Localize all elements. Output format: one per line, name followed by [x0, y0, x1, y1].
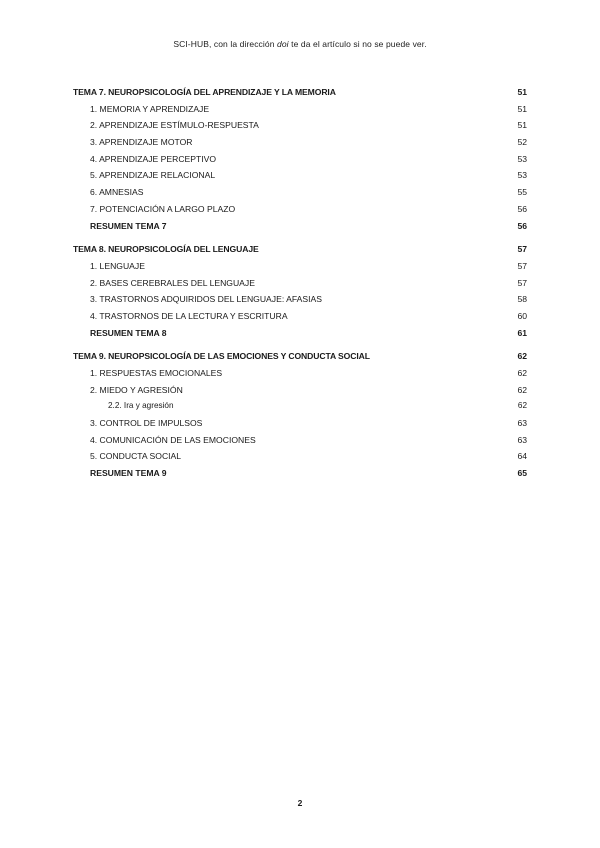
toc-entry-page: 60: [517, 310, 527, 321]
toc-entry-page: 51: [517, 103, 527, 114]
toc-entry[interactable]: [73, 432, 527, 449]
toc-entry-page: 63: [517, 418, 527, 429]
toc-entry-title: 1. MEMORIA Y APRENDIZAJE: [90, 103, 210, 114]
toc-summary-entry[interactable]: [73, 218, 527, 235]
toc-entry-title: 3. TRASTORNOS ADQUIRIDOS DEL LENGUAJE: AFASIAS: [90, 294, 322, 305]
toc-entry[interactable]: [73, 151, 527, 168]
toc-entry-title: RESUMEN TEMA 8: [90, 327, 167, 338]
toc-entry-page: 55: [517, 187, 527, 198]
header-text-before: SCI-HUB, con la dirección: [173, 39, 278, 49]
toc-entry-page: 62: [517, 368, 527, 378]
toc-entry-page: 56: [517, 220, 527, 231]
toc-entry-page: 58: [517, 294, 527, 305]
toc-entry-page: 53: [517, 170, 527, 181]
toc-entry[interactable]: [73, 258, 527, 275]
toc-entry-page: 63: [517, 434, 527, 445]
toc-entry-title: 4. COMUNICACIÓN DE LAS EMOCIONES: [90, 434, 256, 445]
toc-entry-title: 3. APRENDIZAJE MOTOR: [90, 137, 193, 148]
toc-entry[interactable]: [73, 101, 527, 118]
toc-chapter-entry[interactable]: [73, 241, 527, 258]
toc-entry-title: 6. AMNESIAS: [90, 187, 144, 198]
toc-entry[interactable]: [73, 308, 527, 325]
toc-entry-page: 62: [517, 384, 527, 395]
header-text-italic: doi: [277, 39, 289, 49]
toc-entry-page: 56: [517, 203, 527, 214]
toc-entry[interactable]: [73, 275, 527, 292]
toc-entry-page: 51: [517, 87, 527, 97]
toc-entry-page: 61: [517, 327, 527, 338]
header-text-after: te da el artículo si no se puede ver.: [288, 39, 427, 49]
toc-entry-title: RESUMEN TEMA 7: [90, 220, 167, 231]
toc-entry-page: 65: [517, 468, 527, 479]
toc-entry[interactable]: [73, 117, 527, 134]
toc-entry[interactable]: [73, 382, 527, 399]
chapter-spacer: [73, 341, 527, 348]
toc-entry[interactable]: [73, 291, 527, 308]
toc-entry-title: 3. CONTROL DE IMPULSOS: [90, 418, 203, 429]
toc-entry-title: RESUMEN TEMA 9: [90, 468, 167, 479]
toc-summary-entry[interactable]: [73, 325, 527, 342]
toc-entry[interactable]: [73, 201, 527, 218]
toc-entry-title: 2. BASES CEREBRALES DEL LENGUAJE: [90, 277, 255, 288]
page-header: [0, 39, 600, 49]
toc-entry[interactable]: [73, 184, 527, 201]
toc-entry-title: TEMA 8. NEUROPSICOLOGÍA DEL LENGUAJE: [73, 244, 259, 255]
chapter-spacer: [73, 234, 527, 241]
toc-chapter-entry[interactable]: [73, 348, 527, 365]
toc-entry-title: 5. APRENDIZAJE RELACIONAL: [90, 170, 216, 181]
table-of-contents: [73, 84, 527, 482]
toc-chapter-entry[interactable]: [73, 84, 527, 101]
toc-entry[interactable]: [73, 365, 527, 382]
toc-entry-page: 62: [517, 351, 527, 362]
toc-entry-page: 51: [517, 120, 527, 131]
toc-entry-title: 4. TRASTORNOS DE LA LECTURA Y ESCRITURA: [90, 310, 288, 321]
toc-entry-page: 57: [517, 244, 527, 255]
toc-entry-title: 4. APRENDIZAJE PERCEPTIVO: [90, 153, 217, 164]
toc-entry[interactable]: [73, 415, 527, 432]
toc-summary-entry[interactable]: [73, 465, 527, 482]
toc-entry-title: 1. RESPUESTAS EMOCIONALES: [90, 368, 223, 378]
toc-entry-title: 5. CONDUCTA SOCIAL: [90, 451, 182, 462]
toc-entry-title: 2.2. Ira y agresión: [108, 401, 174, 411]
toc-entry-title: 2. MIEDO Y AGRESIÓN: [90, 384, 183, 395]
toc-entry[interactable]: [73, 448, 527, 465]
page-number: 2: [297, 798, 303, 808]
toc-entry[interactable]: [73, 167, 527, 184]
toc-entry-page: 53: [517, 153, 527, 164]
toc-entry-page: 57: [517, 260, 527, 271]
toc-entry-page: 57: [517, 277, 527, 288]
toc-entry-page: 64: [517, 451, 527, 462]
toc-entry-page: 52: [517, 137, 527, 148]
toc-entry[interactable]: [73, 134, 527, 151]
toc-entry-title: 1. LENGUAJE: [90, 260, 145, 271]
toc-entry[interactable]: [73, 398, 527, 415]
toc-entry-title: 2. APRENDIZAJE ESTÍMULO-RESPUESTA: [90, 120, 259, 131]
toc-entry-page: 62: [517, 401, 527, 411]
toc-entry-title: TEMA 9. NEUROPSICOLOGÍA DE LAS EMOCIONES Y CONDUCTA SOCIAL: [73, 351, 370, 362]
toc-entry-title: 7. POTENCIACIÓN A LARGO PLAZO: [90, 203, 236, 214]
toc-entry-title: TEMA 7. NEUROPSICOLOGÍA DEL APRENDIZAJE Y LA MEMORIA: [73, 87, 336, 97]
